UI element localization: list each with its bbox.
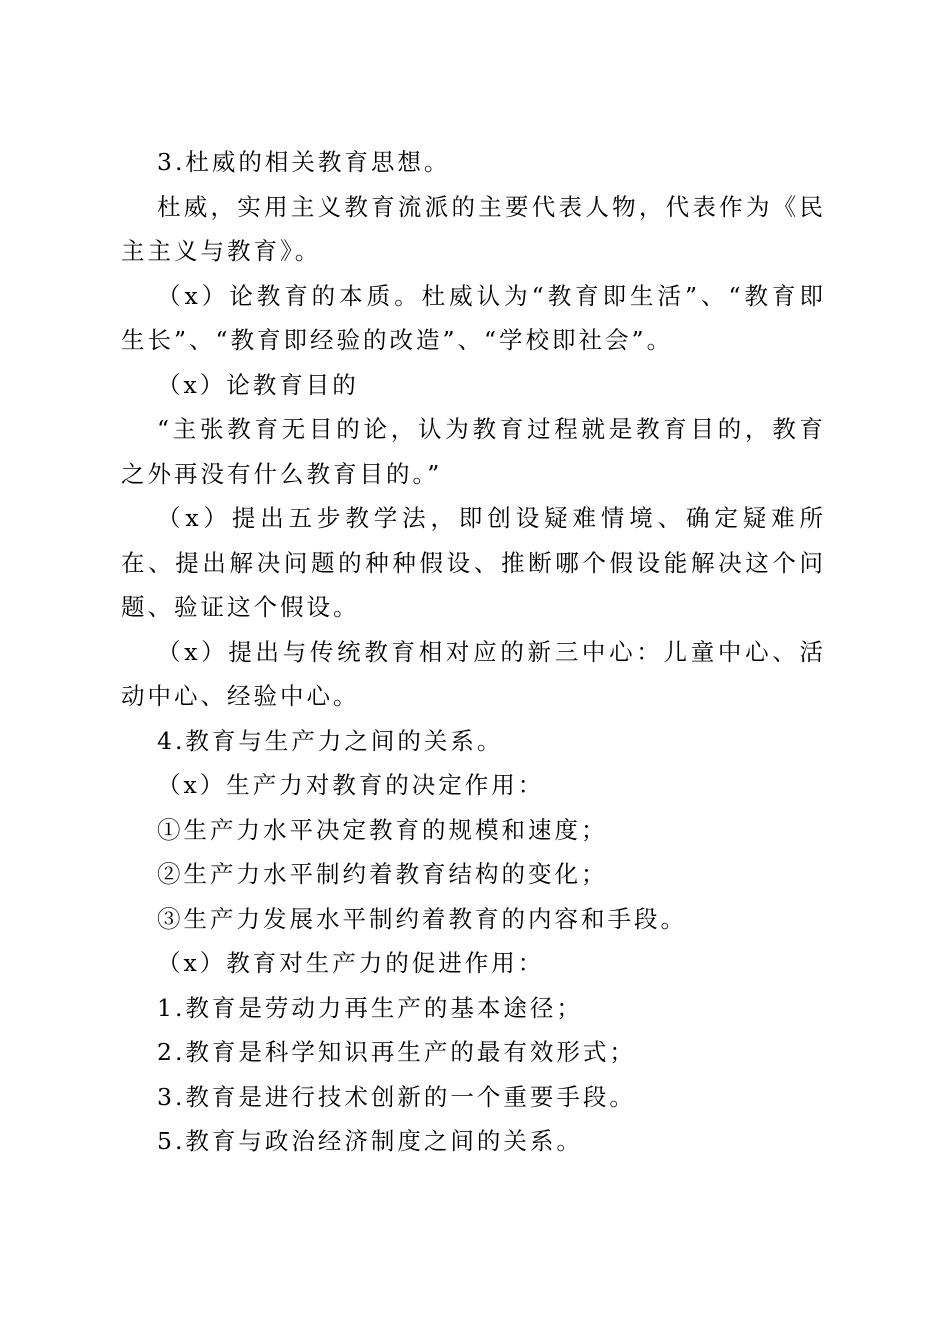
paragraph-essence: （x）论教育的本质。杜威认为“教育即生活”、“教育即生长”、“教育即经验的改造”、“学校即社会”。 — [121, 281, 826, 354]
list-item: 3.教育是进行技术创新的一个重要手段。 — [157, 1082, 636, 1111]
list-item: ①生产力水平决定教育的规模和速度； — [157, 815, 608, 844]
paragraph-aim-heading: （x）论教育目的 — [157, 370, 359, 399]
paragraph-three-centers: （x）提出与传统教育相对应的新三中心：儿童中心、活动中心、经验中心。 — [121, 637, 826, 710]
paragraph-dewey-intro: 杜威，实用主义教育流派的主要代表人物，代表作为《民主主义与教育》。 — [121, 192, 826, 265]
paragraph-promoting-role: （x）教育对生产力的促进作用： — [157, 949, 545, 977]
paragraph-decisive-role: （x）生产力对教育的决定作用： — [157, 771, 545, 799]
paragraph-five-steps: （x）提出五步教学法，即创设疑难情境、确定疑难所在、提出解决问题的种种假设、推断哪个假设能解决这个问题、验证这个假设。 — [121, 504, 826, 621]
document-body — [121, 140, 826, 1164]
list-item: ③生产力发展水平制约着教育的内容和手段。 — [157, 904, 687, 933]
list-item: ②生产力水平制约着教育结构的变化； — [157, 860, 608, 888]
list-item: 2.教育是科学知识再生产的最有效形式； — [157, 1038, 636, 1066]
heading-productivity: 4.教育与生产力之间的关系。 — [157, 726, 504, 755]
heading-dewey: 3.杜威的相关教育思想。 — [157, 148, 451, 176]
list-item: 1.教育是劳动力再生产的基本途径； — [157, 993, 583, 1022]
heading-politics-economy: 5.教育与政治经济制度之间的关系。 — [157, 1127, 583, 1155]
paragraph-aim-quote: “主张教育无目的论，认为教育过程就是教育目的，教育之外再没有什么教育目的。” — [121, 415, 826, 488]
